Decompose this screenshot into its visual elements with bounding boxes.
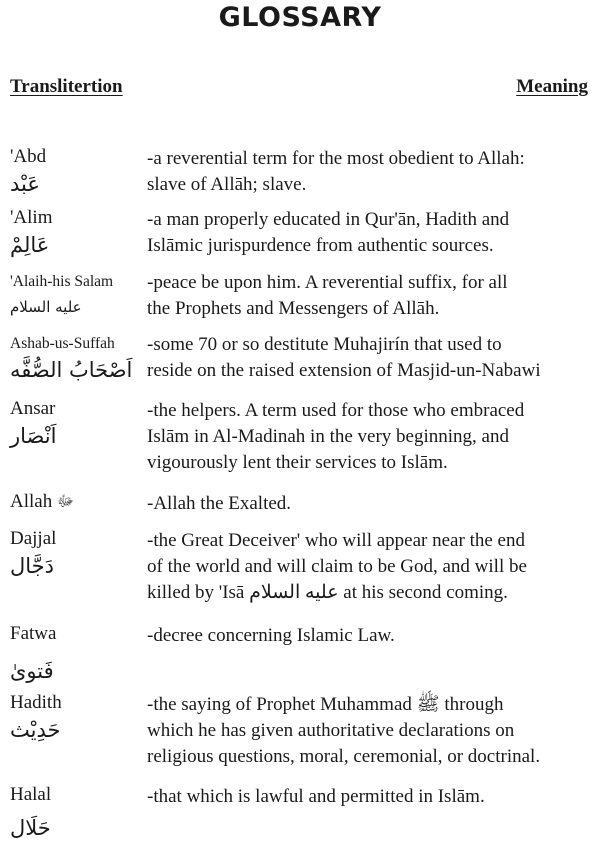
entry-arabic: عَالِمْ	[10, 233, 50, 257]
entry-arabic: اَصْحَابُ الصُّفَّه	[10, 358, 133, 382]
entry-term: Ashab-us-Suffah	[10, 335, 115, 352]
entry-term: 'Alim	[10, 207, 53, 228]
entry-meaning: -some 70 or so destitute Muhajirín that used to reside on the raised extension of Masjid-un-Nabawi	[147, 334, 541, 381]
entry-term: 'Abd	[10, 146, 47, 167]
entry-term: Hadith	[10, 692, 62, 713]
entry-term: 'Alaih-his Salam	[10, 273, 114, 290]
entry-term	[10, 491, 74, 514]
entry-meaning: -a man properly educated in Qur'ān, Hadith and Islāmic jurispurdence from authentic sources.	[147, 209, 510, 256]
entry-arabic: دَجَّال	[10, 554, 54, 578]
entry-meaning: -the Great Deceiver' who will appear near the end of the world and will claim to be God, and will be killed by 'Isā عليه السلام at his second coming.	[147, 530, 527, 603]
entry-term: Halal	[10, 784, 52, 805]
page-title: GLOSSARY	[218, 2, 382, 33]
jalla-jalaluhu-seal-icon: ﷻ	[56, 491, 74, 510]
column-header-transliteration: Translitertion	[10, 76, 123, 97]
entry-term: Ansar	[10, 398, 56, 419]
entry-term: Fatwa	[10, 623, 57, 644]
entry-term: Dajjal	[10, 528, 57, 549]
entry-meaning: -that which is lawful and permitted in Islām.	[147, 786, 485, 807]
entry-meaning: -the helpers. A term used for those who embraced Islām in Al-Madinah in the very beginning, and vigourously lent their services to Islām.	[147, 400, 525, 473]
entry-arabic: حَلَال	[10, 816, 51, 840]
entry-arabic: فَتوىٰ	[10, 659, 54, 683]
entry-meaning: -peace be upon him. A reverential suffix, for all the Prophets and Messengers of Allāh.	[147, 272, 508, 319]
entry-meaning: -a reverential term for the most obedient to Allah: slave of Allāh; slave.	[147, 148, 525, 195]
column-header-meaning: Meaning	[516, 76, 588, 97]
entry-meaning: -decree concerning Islamic Law.	[147, 625, 395, 646]
entry-arabic: اَنْصَار	[10, 424, 57, 448]
entry-meaning: -the saying of Prophet Muhammad ﷺ through which he has given authoritative declarations on religious questions, moral, ceremonial, or doctrinal.	[147, 694, 541, 767]
entry-arabic: عليه السلام	[10, 298, 82, 316]
entry-arabic: عَبْد	[10, 172, 40, 196]
entry-arabic: حَدِيْث	[10, 718, 61, 742]
entry-meaning: -Allah the Exalted.	[147, 493, 292, 514]
entry-term-text: Allah	[10, 491, 53, 512]
